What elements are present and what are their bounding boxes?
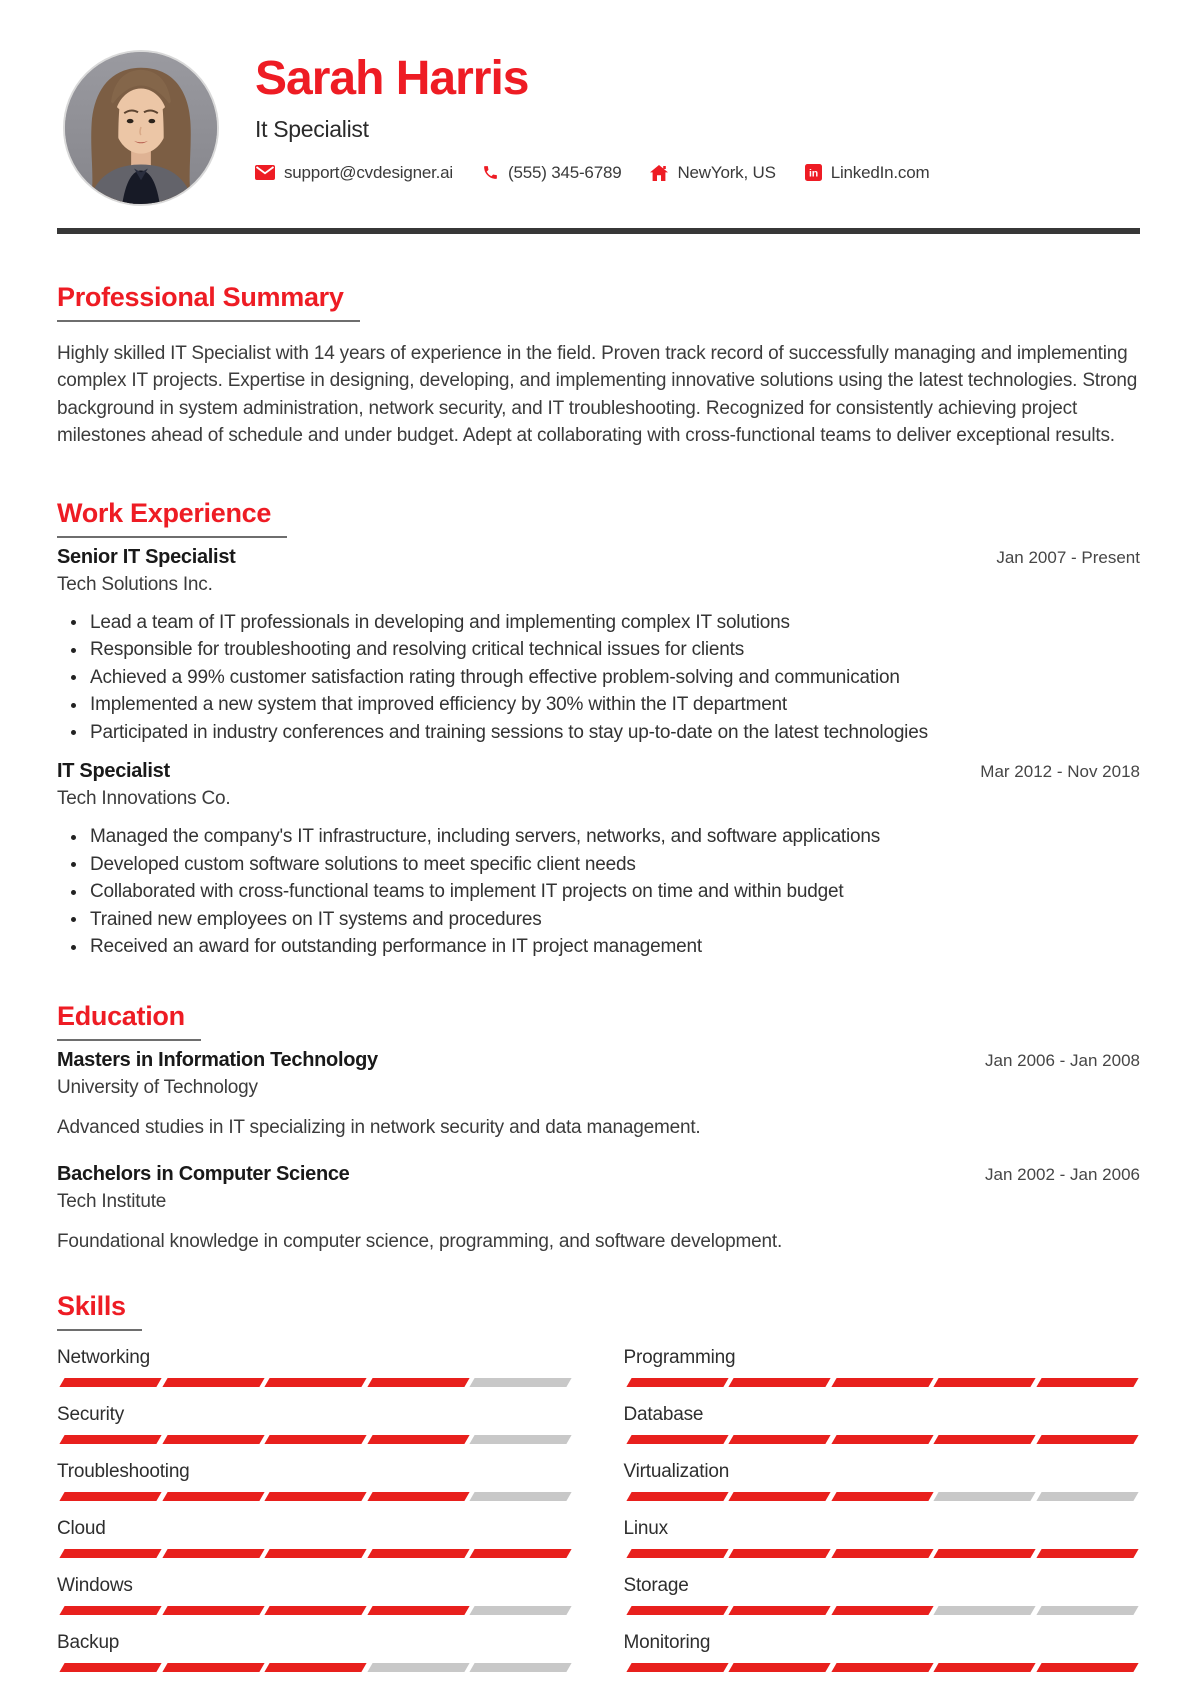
skill-item — [624, 1632, 1141, 1672]
skill-bar-segment-filled — [367, 1606, 469, 1615]
education-description: Advanced studies in IT specializing in network security and data management. — [57, 1116, 701, 1138]
experience-dates: Mar 2012 - Nov 2018 — [980, 762, 1140, 782]
home-icon — [650, 165, 668, 181]
experience-job-title: IT Specialist — [57, 760, 170, 783]
skill-item — [624, 1461, 1141, 1501]
skill-bar-segment-empty — [469, 1663, 571, 1672]
skills-grid — [57, 1347, 1140, 1684]
contact-email-text: support@cvdesigner.ai — [284, 162, 453, 182]
experience-heading: Work Experience — [57, 498, 287, 538]
skill-item — [57, 1575, 574, 1615]
skill-bar-segment-filled — [162, 1492, 264, 1501]
education-dates: Jan 2006 - Jan 2008 — [984, 1050, 1140, 1070]
bullet-item: Implemented a new system that improved efficiency by 30% within the IT department — [57, 691, 1140, 719]
skill-bar-segment-filled — [264, 1378, 366, 1387]
skill-item — [624, 1575, 1141, 1615]
skill-bar-segment-filled — [933, 1663, 1035, 1672]
skill-bar-segment-filled — [367, 1378, 469, 1387]
skill-bar-segment-empty — [933, 1492, 1035, 1501]
education-dates: Jan 2002 - Jan 2006 — [984, 1164, 1140, 1184]
skill-bar-segment-filled — [59, 1378, 161, 1387]
summary-paragraph: Highly skilled IT Specialist with 14 years of experience in the field. Proven track record of successfully managing and implementing complex IT projects. Expertise in designing, developing, and implementing innovative solutions using the latest technologies. Strong background in system administration, network security, and IT troubleshooting. Recognized for consistently achieving project milestones ahead of schedule and under budget. Adept at collaborating with cross-functional teams to deliver exceptional results. — [57, 343, 1138, 447]
skill-bar-segment-filled — [59, 1492, 161, 1501]
skill-name: Troubleshooting — [57, 1460, 190, 1482]
skill-name: Security — [57, 1403, 125, 1425]
education-heading: Education — [57, 1001, 201, 1041]
skill-name: Cloud — [57, 1517, 106, 1539]
bullet-item: Developed custom software solutions to meet specific client needs — [57, 851, 1140, 879]
skill-bar-segment-empty — [469, 1606, 571, 1615]
section-professional-summary — [57, 234, 1140, 450]
education-description: Foundational knowledge in computer science, programming, and software development. — [57, 1230, 783, 1252]
skill-name: Database — [623, 1403, 704, 1425]
header-divider — [57, 228, 1140, 234]
skill-bar-segment-filled — [367, 1549, 469, 1558]
skill-level-bar — [624, 1492, 1141, 1501]
skill-bar-segment-filled — [728, 1492, 830, 1501]
skill-level-bar — [624, 1606, 1141, 1615]
experience-dates: Jan 2007 - Present — [996, 547, 1140, 567]
skill-level-bar — [57, 1378, 574, 1387]
skill-bar-segment-filled — [367, 1492, 469, 1501]
education-degree: Masters in Information Technology — [57, 1048, 378, 1071]
skill-level-bar — [57, 1549, 574, 1558]
bullet-item: Trained new employees on IT systems and procedures — [57, 906, 1140, 934]
bullet-item: Participated in industry conferences and training sessions to stay up-to-date on the latest technologies — [57, 719, 1140, 747]
skill-bar-segment-filled — [626, 1435, 728, 1444]
resume-header — [57, 0, 1140, 234]
experience-entry — [57, 546, 1140, 747]
skill-bar-segment-filled — [59, 1435, 161, 1444]
profile-photo — [63, 50, 219, 206]
skill-item — [624, 1404, 1141, 1444]
experience-entry-head — [57, 760, 1140, 783]
section-education — [57, 961, 1140, 1255]
skill-bar-segment-filled — [264, 1606, 366, 1615]
skill-bar-segment-filled — [264, 1492, 366, 1501]
skill-bar-segment-empty — [469, 1435, 571, 1444]
skill-bar-segment-empty — [1036, 1492, 1138, 1501]
skill-bar-segment-filled — [469, 1549, 571, 1558]
skill-bar-segment-filled — [831, 1606, 933, 1615]
skill-bar-segment-filled — [626, 1663, 728, 1672]
skills-column-left — [57, 1347, 574, 1684]
skill-item — [57, 1632, 574, 1672]
skill-level-bar — [57, 1606, 574, 1615]
skill-name: Backup — [57, 1631, 120, 1653]
skill-bar-segment-filled — [59, 1663, 161, 1672]
skill-bar-segment-filled — [264, 1549, 366, 1558]
skill-bar-segment-filled — [728, 1606, 830, 1615]
skill-bar-segment-filled — [367, 1435, 469, 1444]
skill-name: Virtualization — [623, 1460, 730, 1482]
skill-bar-segment-filled — [831, 1663, 933, 1672]
header-info — [57, 0, 1140, 183]
education-entry — [57, 1163, 1140, 1255]
skill-item — [624, 1518, 1141, 1558]
skill-level-bar — [57, 1663, 574, 1672]
skill-bar-segment-filled — [162, 1435, 264, 1444]
skill-item — [57, 1461, 574, 1501]
experience-job-title: Senior IT Specialist — [57, 545, 236, 568]
skill-level-bar — [624, 1378, 1141, 1387]
skill-bar-segment-filled — [626, 1492, 728, 1501]
skill-bar-segment-filled — [728, 1549, 830, 1558]
skill-bar-segment-filled — [162, 1663, 264, 1672]
svg-text:in: in — [808, 168, 818, 181]
portrait-illustration — [65, 52, 217, 204]
skill-bar-segment-empty — [469, 1492, 571, 1501]
summary-heading: Professional Summary — [57, 282, 360, 322]
skill-level-bar — [624, 1435, 1141, 1444]
skill-bar-segment-filled — [264, 1663, 366, 1672]
contact-linkedin-text: LinkedIn.com — [830, 162, 930, 182]
skill-bar-segment-empty — [1036, 1606, 1138, 1615]
skill-bar-segment-filled — [626, 1606, 728, 1615]
experience-entry — [57, 760, 1140, 961]
skill-item — [57, 1404, 574, 1444]
person-name: Sarah Harris — [255, 52, 529, 105]
contact-linkedin[interactable] — [805, 163, 930, 183]
skill-bar-segment-filled — [59, 1549, 161, 1558]
skill-item — [57, 1518, 574, 1558]
bullet-item: Collaborated with cross-functional teams to implement IT projects on time and within budget — [57, 878, 1140, 906]
skills-heading: Skills — [57, 1291, 142, 1331]
skill-bar-segment-filled — [162, 1606, 264, 1615]
skill-name: Programming — [623, 1346, 736, 1368]
contact-email[interactable] — [255, 163, 453, 183]
skill-name: Networking — [57, 1346, 151, 1368]
education-school: Tech Institute — [57, 1190, 167, 1212]
skill-bar-segment-empty — [933, 1606, 1035, 1615]
skill-bar-segment-filled — [728, 1378, 830, 1387]
skill-bar-segment-filled — [1036, 1549, 1138, 1558]
experience-bullet-list — [57, 823, 1140, 961]
bullet-item: Responsible for troubleshooting and resolving critical technical issues for clients — [57, 636, 1140, 664]
skill-bar-segment-filled — [831, 1435, 933, 1444]
skill-name: Monitoring — [623, 1631, 711, 1653]
education-entry-head — [57, 1049, 1140, 1072]
skill-bar-segment-filled — [933, 1378, 1035, 1387]
contact-location — [650, 163, 775, 183]
contact-row — [255, 163, 1140, 183]
skill-bar-segment-filled — [162, 1378, 264, 1387]
phone-icon — [482, 164, 499, 181]
skills-column-right — [624, 1347, 1141, 1684]
education-school: University of Technology — [57, 1076, 258, 1098]
experience-bullet-list — [57, 609, 1140, 747]
skill-bar-segment-filled — [1036, 1663, 1138, 1672]
skill-bar-segment-filled — [728, 1663, 830, 1672]
skill-bar-segment-filled — [831, 1492, 933, 1501]
skill-item — [624, 1347, 1141, 1387]
experience-company: Tech Innovations Co. — [57, 788, 231, 810]
contact-location-text: NewYork, US — [677, 162, 776, 182]
mail-icon — [255, 165, 275, 180]
skill-level-bar — [57, 1492, 574, 1501]
education-degree: Bachelors in Computer Science — [57, 1162, 350, 1185]
skill-bar-segment-filled — [933, 1435, 1035, 1444]
bullet-item: Achieved a 99% customer satisfaction rating through effective problem-solving and communication — [57, 664, 1140, 692]
education-entry-head — [57, 1163, 1140, 1186]
skill-bar-segment-filled — [728, 1435, 830, 1444]
bullet-item: Received an award for outstanding performance in IT project management — [57, 933, 1140, 961]
skill-item — [57, 1347, 574, 1387]
skill-bar-segment-filled — [1036, 1378, 1138, 1387]
skill-bar-segment-filled — [264, 1435, 366, 1444]
section-work-experience — [57, 450, 1140, 961]
skill-name: Linux — [623, 1517, 668, 1539]
skill-bar-segment-filled — [59, 1606, 161, 1615]
skill-bar-segment-empty — [469, 1378, 571, 1387]
skill-bar-segment-filled — [831, 1549, 933, 1558]
skill-bar-segment-filled — [933, 1549, 1035, 1558]
education-entry — [57, 1049, 1140, 1141]
bullet-item: Lead a team of IT professionals in developing and implementing complex IT solutions — [57, 609, 1140, 637]
skill-level-bar — [57, 1435, 574, 1444]
skill-name: Storage — [623, 1574, 689, 1596]
job-title: It Specialist — [255, 115, 369, 142]
skill-name: Windows — [57, 1574, 133, 1596]
skill-level-bar — [624, 1549, 1141, 1558]
skill-bar-segment-empty — [367, 1663, 469, 1672]
skill-bar-segment-filled — [1036, 1435, 1138, 1444]
contact-phone — [482, 163, 621, 183]
bullet-item: Managed the company's IT infrastructure, including servers, networks, and software applications — [57, 823, 1140, 851]
skill-bar-segment-filled — [831, 1378, 933, 1387]
section-skills — [57, 1255, 1140, 1684]
skill-bar-segment-filled — [626, 1549, 728, 1558]
skill-bar-segment-filled — [626, 1378, 728, 1387]
contact-phone-text: (555) 345-6789 — [508, 162, 622, 182]
skill-level-bar — [624, 1663, 1141, 1672]
experience-company: Tech Solutions Inc. — [57, 573, 213, 595]
linkedin-icon — [805, 164, 822, 181]
experience-entry-head — [57, 546, 1140, 569]
skill-bar-segment-filled — [162, 1549, 264, 1558]
